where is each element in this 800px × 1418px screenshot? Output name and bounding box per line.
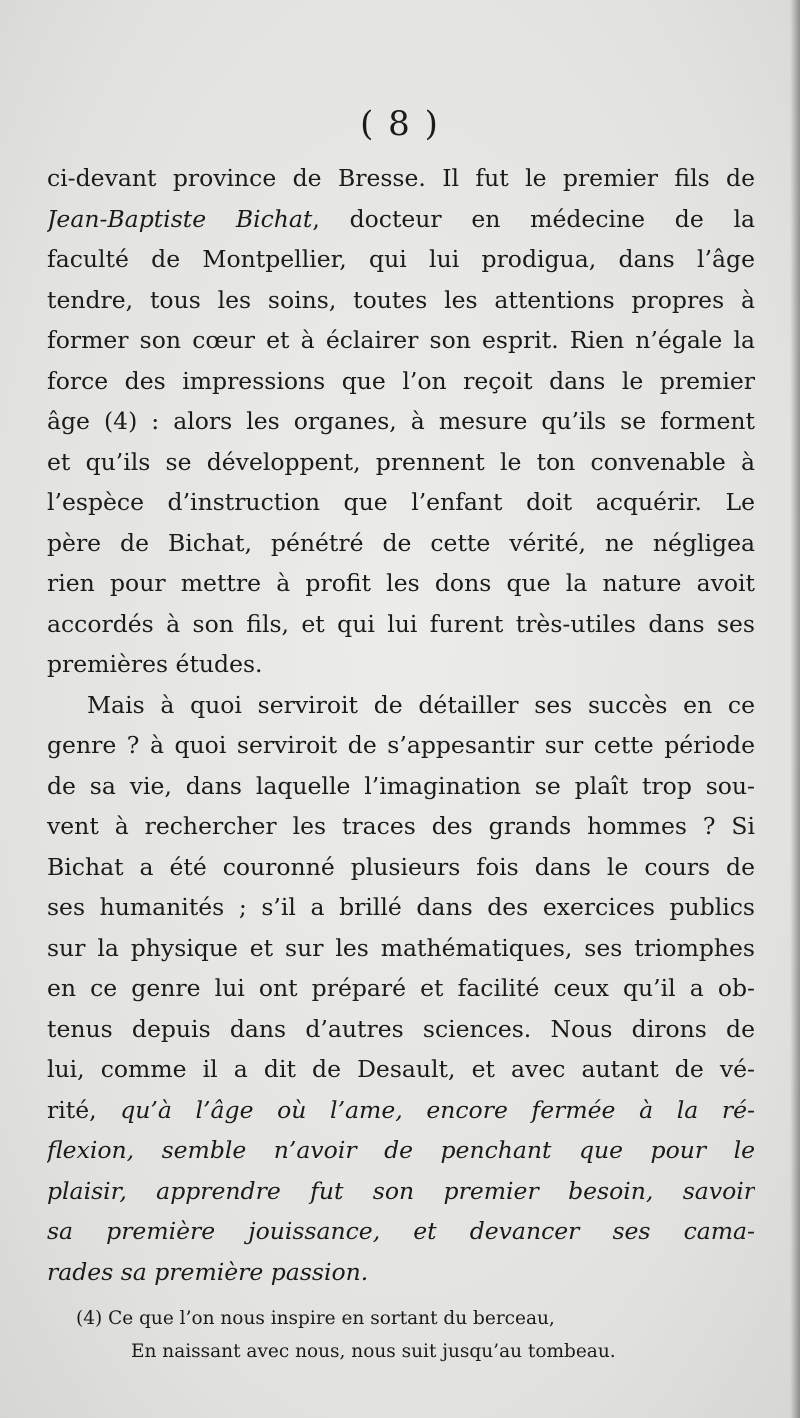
text-line: former son cœur et à éclairer son esprit. Rien n’égale la: [47, 326, 755, 354]
text-line: Mais à quoi serviroit de détailler ses succès en ce: [87, 690, 755, 719]
text-line: lui, comme il a dit de Desault, et avec autant de vé-: [47, 1055, 755, 1083]
text-line: Bichat a été couronné plusieurs fois dans le cours de: [47, 852, 755, 881]
text-line: âge (4) : alors les organes, à mesure qu’ils se forment: [47, 407, 755, 435]
text-line: accordés à son fils, et qui lui furent très-utiles dans ses: [47, 609, 755, 638]
text-line: ci-devant province de Bresse. Il fut le premier fils de: [47, 164, 755, 192]
text-line: l’espèce d’instruction que l’enfant doit acquérir. Le: [47, 488, 755, 516]
text-line: faculté de Montpellier, qui lui prodigua, dans l’âge: [47, 245, 755, 273]
text-line: force des impressions que l’on reçoit dans le premier: [47, 366, 755, 395]
text-line: Jean-Baptiste Bichat, docteur en médecine de la: [47, 204, 755, 233]
text-line: genre ? à quoi serviroit de s’appesantir sur cette période: [47, 731, 755, 759]
page-number: ( 8 ): [360, 104, 440, 144]
text-line: tendre, tous les soins, toutes les attentions propres à: [47, 285, 755, 314]
text-line: vent à rechercher les traces des grands hommes ? Si: [47, 812, 755, 840]
text-line: flexion, semble n’avoir de penchant que pour le: [47, 1136, 755, 1164]
text-line: rité, qu’à l’âge où l’ame, encore fermée à la ré-: [47, 1095, 755, 1124]
text-line: de sa vie, dans laquelle l’imagination se plaît trop sou-: [47, 771, 755, 800]
text-line: sa première jouissance, et devancer ses cama-: [47, 1217, 755, 1245]
text-line: tenus depuis dans d’autres sciences. Nous dirons de: [47, 1014, 755, 1043]
text-line: sur la physique et sur les mathématiques, ses triomphes: [47, 933, 755, 962]
text-line: rien pour mettre à profit les dons que la nature avoit: [47, 569, 755, 597]
footnote-line-1: (4) Ce que l’on nous inspire en sortant du berceau,: [76, 1308, 555, 1329]
text-line: ses humanités ; s’il a brillé dans des exercices publics: [47, 893, 755, 921]
text-line: plaisir, apprendre fut son premier besoin, savoir: [47, 1176, 755, 1205]
text-line: premières études.: [47, 650, 263, 678]
text-line: et qu’ils se développent, prennent le ton convenable à: [47, 447, 755, 476]
text-line: en ce genre lui ont préparé et facilité ceux qu’il a ob-: [47, 974, 755, 1002]
text-line: rades sa première passion.: [47, 1257, 369, 1286]
text-line: père de Bichat, pénétré de cette vérité, ne négligea: [47, 528, 755, 557]
footnote-line-2: En naissant avec nous, nous suit jusqu’au tombeau.: [131, 1341, 616, 1362]
